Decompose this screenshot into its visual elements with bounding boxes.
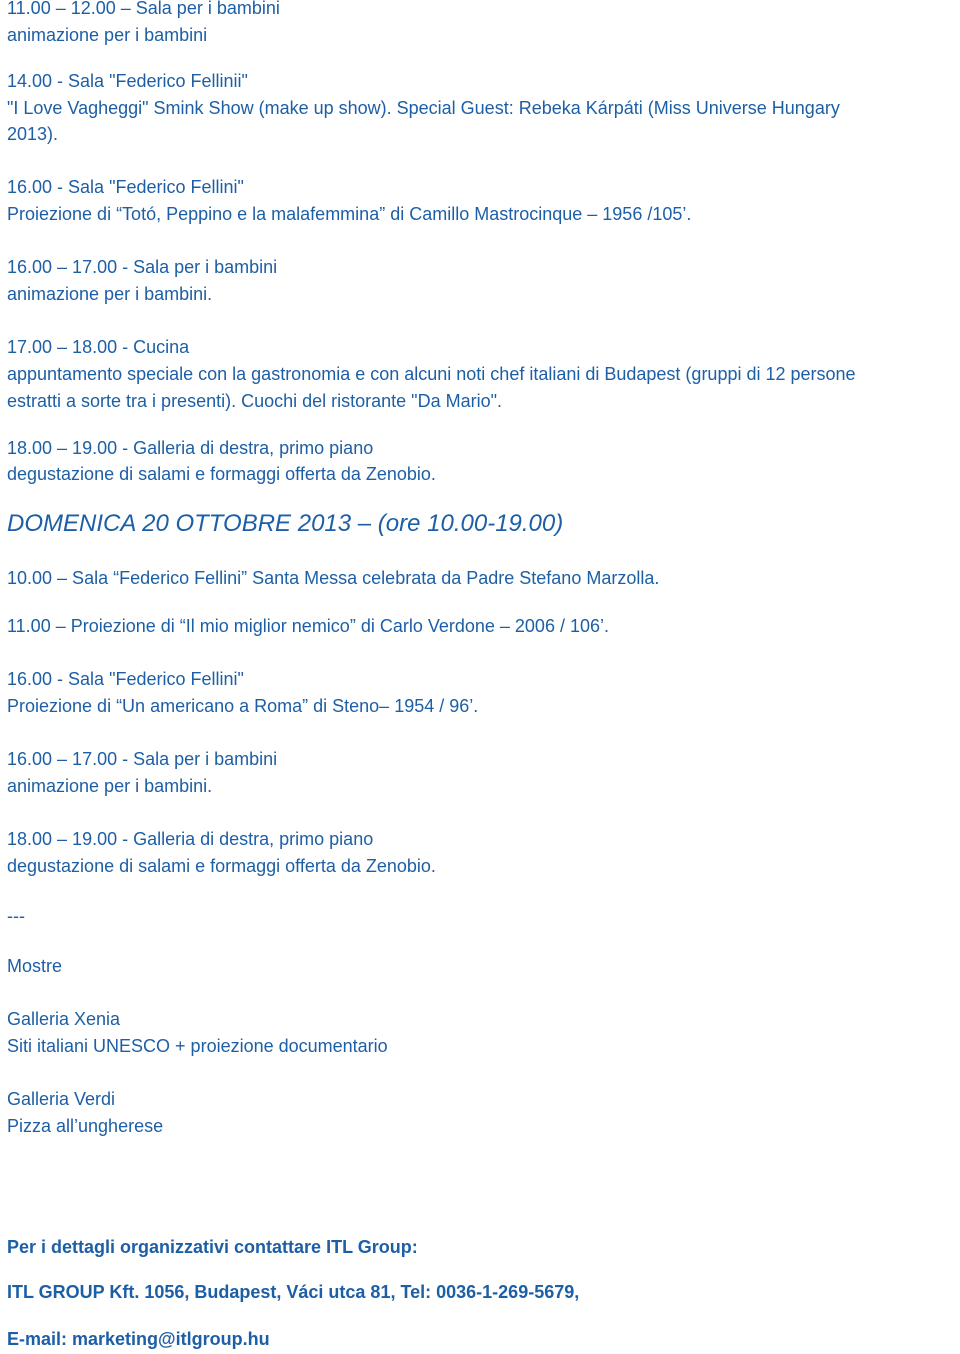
schedule-time-line: 10.00 – Sala “Federico Fellini” Santa Messa celebrata da Padre Stefano Marzolla. <box>7 568 660 588</box>
schedule-desc-line: animazione per i bambini <box>7 25 208 45</box>
section-label: Mostre <box>7 956 63 976</box>
schedule-desc-line: 2013). <box>7 124 59 144</box>
schedule-time-line: 16.00 – 17.00 - Sala per i bambini <box>7 749 278 769</box>
schedule-desc-line: animazione per i bambini. <box>7 284 213 304</box>
schedule-time-line: 14.00 - Sala "Federico Fellinii" <box>7 71 248 91</box>
contact-heading: Per i dettagli organizzativi contattare ITL Group: <box>7 1237 418 1257</box>
schedule-desc-line: animazione per i bambini. <box>7 776 213 796</box>
contact-email: E-mail: marketing@itlgroup.hu <box>7 1329 270 1349</box>
schedule-desc-line: Proiezione di “Totó, Peppino e la malafemmina” di Camillo Mastrocinque – 1956 /105’. <box>7 204 692 224</box>
schedule-desc-line: "I Love Vagheggi" Smink Show (make up show). Special Guest: Rebeka Kárpáti (Miss Universe Hungary <box>7 98 840 118</box>
separator-text: --- <box>7 906 25 926</box>
schedule-time-line: 11.00 – 12.00 – Sala per i bambini <box>7 0 280 18</box>
schedule-time-line: 16.00 - Sala "Federico Fellini" <box>7 669 244 689</box>
schedule-time-line: 18.00 – 19.00 - Galleria di destra, primo piano <box>7 438 374 458</box>
gallery-exhibit: Pizza all’ungherese <box>7 1116 164 1136</box>
day-heading: DOMENICA 20 OTTOBRE 2013 – (ore 10.00-19.00) <box>7 510 564 537</box>
schedule-time-line: 18.00 – 19.00 - Galleria di destra, primo piano <box>7 829 374 849</box>
schedule-time-line: 16.00 – 17.00 - Sala per i bambini <box>7 257 278 277</box>
schedule-desc-line: estratti a sorte tra i presenti). Cuochi del ristorante "Da Mario". <box>7 391 502 411</box>
schedule-desc-line: degustazione di salami e formaggi offerta da Zenobio. <box>7 464 436 484</box>
gallery-exhibit: Siti italiani UNESCO + proiezione documentario <box>7 1036 388 1056</box>
company-address: ITL GROUP Kft. 1056, Budapest, Váci utca 81, Tel: 0036-1-269-5679, <box>7 1282 580 1302</box>
gallery-name: Galleria Verdi <box>7 1089 116 1109</box>
schedule-time-line: 17.00 – 18.00 - Cucina <box>7 337 190 357</box>
schedule-desc-line: appuntamento speciale con la gastronomia e con alcuni noti chef italiani di Budapest (gruppi di 12 persone <box>7 364 856 384</box>
schedule-time-line: 11.00 – Proiezione di “Il mio miglior nemico” di Carlo Verdone – 2006 / 106’. <box>7 616 609 636</box>
schedule-desc-line: degustazione di salami e formaggi offerta da Zenobio. <box>7 856 436 876</box>
schedule-time-line: 16.00 - Sala "Federico Fellini" <box>7 177 244 197</box>
gallery-name: Galleria Xenia <box>7 1009 121 1029</box>
schedule-desc-line: Proiezione di “Un americano a Roma” di Steno– 1954 / 96’. <box>7 696 479 716</box>
